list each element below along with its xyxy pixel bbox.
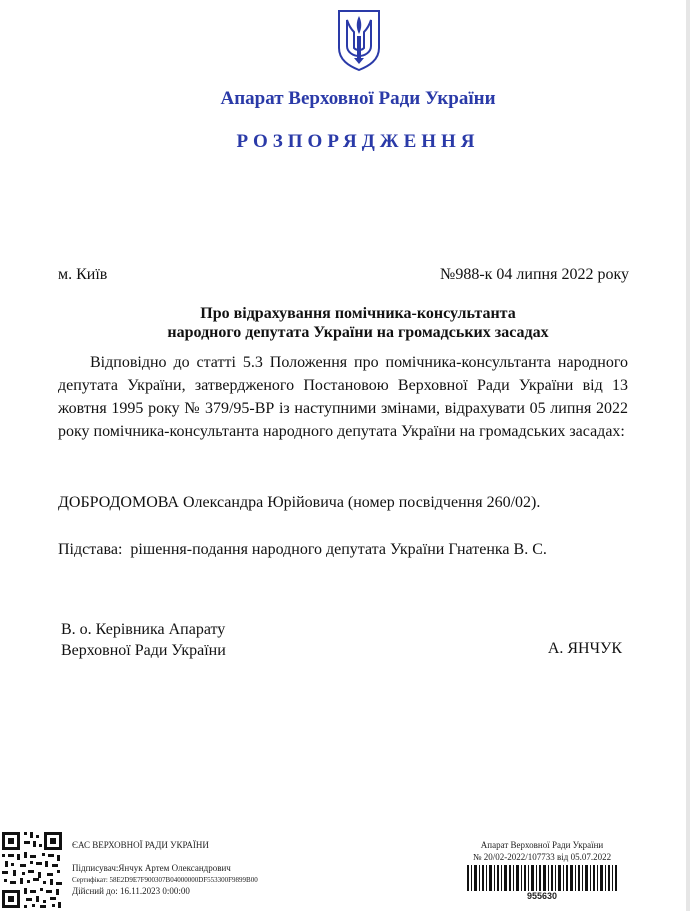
document-type-heading: РОЗПОРЯДЖЕННЯ (236, 131, 480, 152)
signer-title-line-2: Верховної Ради України (61, 642, 226, 659)
signer-title-line-1: В. о. Керівника Апарату (61, 621, 226, 638)
body-paragraph: Відповідно до статті 5.3 Положення про помічника-консультанта народного депутата України, затвердженого Постановою Верховної Ради України від 13 жовтня 1995 року № 379/95-ВР із наступними змінами, відрахувати 05 липня 2022 року помічника-консультанта народного депутата України на громадських засадах: (58, 354, 628, 440)
signer-title (61, 619, 226, 661)
person-line: ДОБРОДОМОВА Олександра Юрійовича (номер посвідчення 260/02). (58, 494, 541, 511)
reg-number: № 20/02-2022/107733 від 05.07.2022 (472, 852, 612, 862)
organization-heading: Апарат Верховної Ради України (220, 88, 496, 109)
basis-text: рішення-подання народного депутата України Гнатенка В. С. (130, 541, 547, 558)
registration-stamp (452, 840, 632, 901)
basis-line (58, 541, 547, 559)
esig-system: ЄАС ВЕРХОВНОЇ РАДИ УКРАЇНИ (72, 840, 209, 850)
barcode-number: 955630 (526, 891, 558, 901)
reg-organization: Апарат Верховної Ради України (480, 840, 604, 850)
barcode-icon (467, 865, 617, 891)
esig-certificate: Сертифікат: 58E2D9E7F900307B04000000DF553300F9899B00 (72, 876, 258, 884)
basis-label: Підстава: (58, 541, 123, 558)
esig-valid-until: Дійсний до: 16.11.2023 0:00:00 (72, 886, 190, 896)
subject-line-2: народного депутата України на громадських засадах (167, 324, 549, 341)
qr-code-icon (0, 828, 64, 911)
signer-name: А. ЯНЧУК (547, 640, 622, 657)
esig-signer: Підписувач:Янчук Артем Олександрович (72, 863, 231, 873)
electronic-signature-block (72, 840, 258, 896)
city: м. Київ (58, 266, 108, 283)
trident-crest-icon (336, 8, 382, 72)
document-number-date: №988-к 04 липня 2022 року (440, 266, 629, 283)
subject-line-1: Про відрахування помічника-консультанта (200, 305, 516, 322)
document-subject (0, 304, 690, 342)
